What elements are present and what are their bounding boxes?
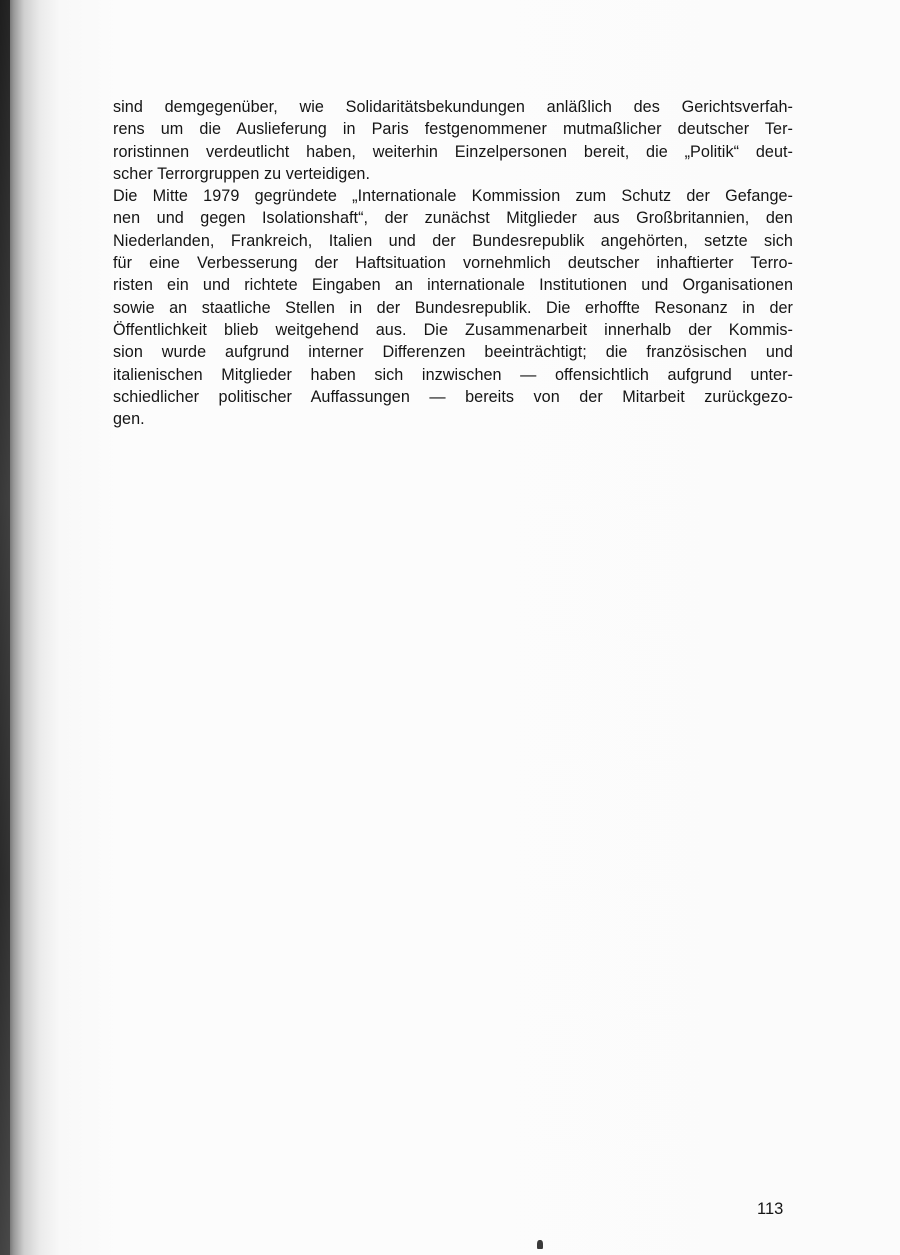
text-line: risten ein und richtete Eingaben an internationale Institutionen und Organisationen — [113, 276, 793, 295]
text-line: sowie an staatliche Stellen in der Bundesrepublik. Die erhoffte Resonanz in der — [113, 298, 793, 317]
text-line: scher Terrorgruppen zu verteidigen. — [113, 164, 370, 183]
text-line: schiedlicher politischer Auffassungen — bereits von der Mitarbeit zurückgezo- — [113, 387, 793, 406]
paragraph-1 — [113, 96, 793, 185]
text-line: roristinnen verdeutlicht haben, weiterhin Einzelpersonen bereit, die „Politik“ deut- — [113, 142, 793, 161]
text-line: sind demgegenüber, wie Solidaritätsbekundungen anläßlich des Gerichtsverfah- — [113, 98, 793, 116]
paragraph-2 — [113, 185, 793, 430]
text-line: Niederlanden, Frankreich, Italien und der Bundesrepublik angehörten, setzte sich — [113, 231, 793, 250]
text-line: rens um die Auslieferung in Paris festgenommener mutmaßlicher deutscher Ter- — [113, 120, 793, 139]
text-line: für eine Verbesserung der Haftsituation vornehmlich deutscher inhaftierter Terro- — [113, 254, 793, 273]
binding-shadow — [0, 0, 10, 1255]
body-text — [113, 96, 793, 430]
text-line: sion wurde aufgrund interner Differenzen beeinträchtigt; die französischen und — [113, 343, 793, 362]
text-line: Öffentlichkeit blieb weitgehend aus. Die Zusammenarbeit innerhalb der Kommis- — [113, 320, 793, 339]
text-line: italienischen Mitglieder haben sich inzwischen — offensichtlich aufgrund unter- — [113, 365, 793, 384]
text-line: nen und gegen Isolationshaft“, der zunächst Mitglieder aus Großbritannien, den — [113, 209, 793, 228]
text-line: Die Mitte 1979 gegründete „Internationale Kommission zum Schutz der Gefange- — [113, 187, 793, 206]
text-line: gen. — [113, 410, 145, 429]
scan-speck — [537, 1240, 543, 1249]
page-number: 113 — [757, 1200, 784, 1218]
